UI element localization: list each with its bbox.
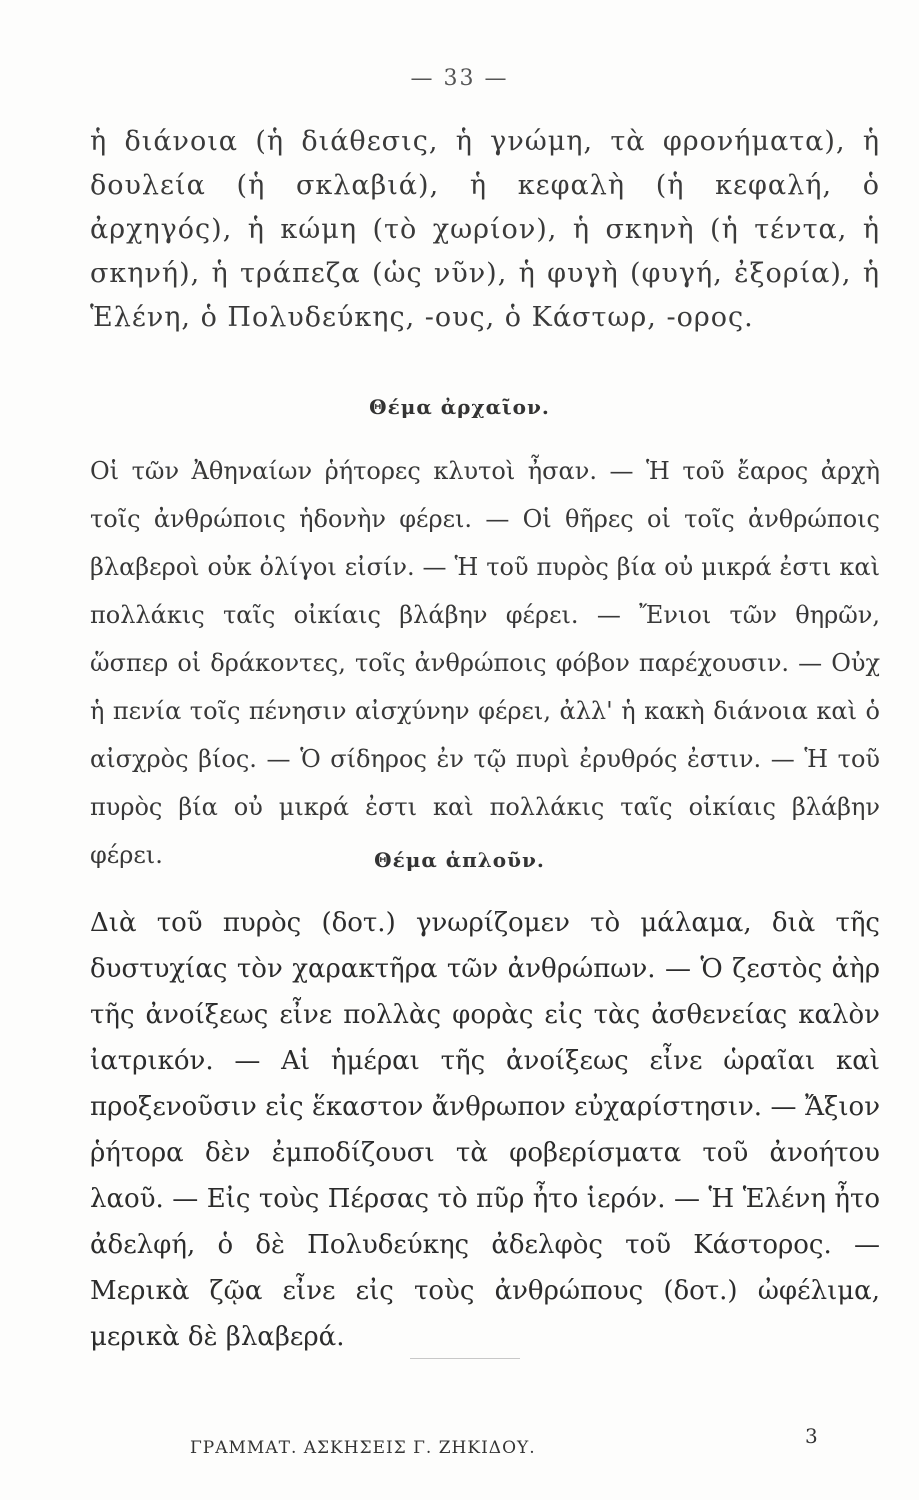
printer-signature-mark: 3: [805, 1424, 818, 1448]
footer-signature-line: ΓΡΑΜΜΑΤ. ΑΣΚΗΣΕΙΣ Γ. ΖΗΚΙΔΟΥ.: [190, 1438, 536, 1458]
heading-simple-exercise: Θέμα ἁπλοῦν.: [374, 848, 545, 872]
footer-rule: [410, 1358, 520, 1359]
vocabulary-paragraph: ἡ διάνοια (ἡ διάθεσις, ἡ γνώμη, τὰ φρονήματα), ἡ δουλεία (ἡ σκλαβιά), ἡ κεφαλὴ (ἡ κεφαλή, ὁ ἀρχηγός), ἡ κώμη (τὸ χωρίον), ἡ σκηνὴ (ἡ τέντα, ἡ σκηνή), ἡ τράπεζα (ὡς νῦν), ἡ φυγὴ (φυγή, ἐξορία), ἡ Ἑλένη, ὁ Πολυδεύκης, -ους, ὁ Κάστωρ, -ορος.: [90, 126, 880, 333]
ancient-exercise-paragraph: Οἱ τῶν Ἀθηναίων ῥήτορες κλυτοὶ ἦσαν. — Ἡ τοῦ ἔαρος ἀρχὴ τοῖς ἀνθρώποις ἡδονὴν φέρει. — Οἱ θῆρες οἱ τοῖς ἀνθρώποις βλαβεροὶ οὐκ ὀλίγοι εἰσίν. — Ἡ τοῦ πυρὸς βία οὐ μικρά ἐστι καὶ πολλάκις ταῖς οἰκίαις βλάβην φέρει. — Ἔνιοι τῶν θηρῶν, ὥσπερ οἱ δράκοντες, τοῖς ἀνθρώποις φόβον παρέχουσιν. — Οὐχ ἡ πενία τοῖς πένησιν αἰσχύνην φέρει, ἀλλ' ἡ κακὴ διάνοια καὶ ὁ αἰσχρὸς βίος. — Ὁ σίδηρος ἐν τῷ πυρὶ ἐρυθρός ἐστιν. — Ἡ τοῦ πυρὸς βία οὐ μικρά ἐστι καὶ πολλάκις ταῖς οἰκίαις βλάβην φέρει.: [90, 457, 880, 869]
simple-exercise-paragraph: Διὰ τοῦ πυρὸς (δοτ.) γνωρίζομεν τὸ μάλαμα, διὰ τῆς δυστυχίας τὸν χαρακτῆρα τῶν ἀνθρώπων. — Ὁ ζεστὸς ἀὴρ τῆς ἀνοίξεως εἶνε πολλὰς φορὰς εἰς τὰς ἀσθενείας καλὸν ἰατρικόν. — Αἱ ἡμέραι τῆς ἀνοίξεως εἶνε ὡραῖαι καὶ προξενοῦσιν εἰς ἕκαστον ἄνθρωπον εὐχαρίστησιν. — Ἄξιον ῥήτορα δὲν ἐμποδίζουσι τὰ φοβερίσματα τοῦ ἀνοήτου λαοῦ. — Εἰς τοὺς Πέρσας τὸ πῦρ ἦτο ἱερόν. — Ἡ Ἑλένη ἦτο ἀδελφή, ὁ δὲ Πολυδεύκης ἀδελφὸς τοῦ Κάστορος. — Μερικὰ ζῷα εἶνε εἰς τοὺς ἀνθρώπους (δοτ.) ὠφέλιμα, μερικὰ δὲ βλαβερά.: [90, 908, 880, 1352]
page-number: — 33 —: [410, 66, 509, 91]
heading-ancient-exercise: Θέμα ἀρχαῖον.: [369, 395, 550, 419]
